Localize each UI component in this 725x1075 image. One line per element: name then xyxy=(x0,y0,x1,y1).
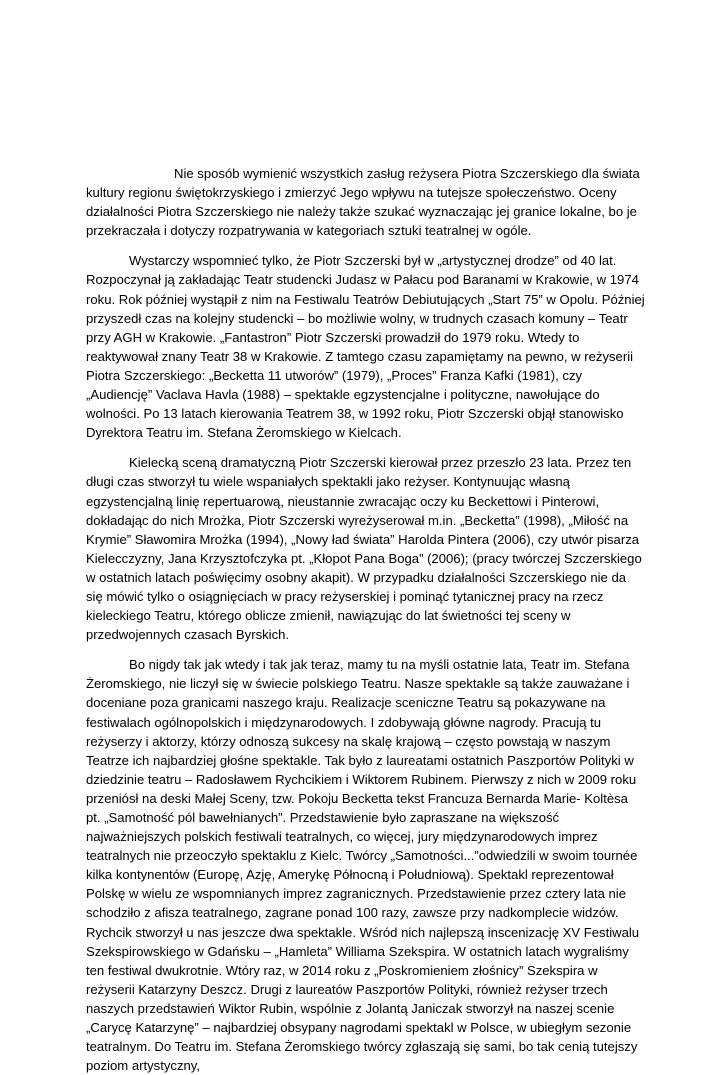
paragraph-1: Nie sposób wymienić wszystkich zasług reżysera Piotra Szczerskiego dla świata kultury regionu świętokrzyskiego i zmierzyć Jego wpływu na tutejsze społeczeństwo. Oceny działalności Piotra Szczerskiego nie należy także szukać wyznaczając jej granice lokalne, bo je przekraczała i dotyczy rozpatrywania w kategoriach sztuki teatralnej w ogóle. xyxy=(86,166,640,239)
document-body xyxy=(86,164,646,1075)
paragraph-spacer xyxy=(86,240,646,251)
paragraph-spacer xyxy=(86,644,646,655)
paragraph-2: Wystarczy wspomnieć tylko, że Piotr Szczerski był w „artystycznej drodze” od 40 lat. Rozpoczynał ją zakładając Teatr studencki Judasz w Pałacu pod Baranami w Krakowie, w 1974 roku. Rok później wystąpił z nim na Festiwalu Teatrów Debiutujących „Start 75” w Opolu. Później przyszedł czas na kolejny studencki – bo możliwie wolny, w trudnych czasach komuny – Teatr przy AGH w Krakowie. „Fantastron” Piotr Szczerski prowadził do 1979 roku. Wtedy to reaktywował znany Teatr 38 w Krakowie. Z tamtego czasu zapamiętamy na pewno, w reżyserii Piotra Szczerskiego: „Becketta 11 utworów” (1979), „Proces” Franza Kafki (1981), czy „Audiencję” Vaclava Havla (1988) – spektakle egzystencjalne i polityczne, nawołujące do wolności. Po 13 latach kierowania Teatrem 38, w 1992 roku, Piotr Szczerski objął stanowisko Dyrektora Teatru im. Stefana Żeromskiego w Kielcach. xyxy=(86,253,645,441)
paragraph-3: Kielecką sceną dramatyczną Piotr Szczerski kierował przez przeszło 23 lata. Przez ten długi czas stworzył tu wiele wspaniałych spektakli jako reżyser. Kontynuując własną egzystencjalną linię repertuarową, nieustannie zwracając oczy ku Beckettowi i Pinterowi, dokładając do nich Mrożka, Piotr Szczerski wyreżyserował m.in. „Becketta” (1998), „Miłość na Krymie” Sławomira Mrożka (1994), „Nowy ład świata” Harolda Pintera (2006), czy utwór pisarza Kielecczyzny, Jana Krzysztofczyka pt. „Kłopot Pana Boga” (2006); (pracy twórczej Szczerskiego w ostatnich latach poświęcimy osobny akapit). W przypadku działalności Szczerskiego nie da się mówić tylko o osiągnięciach w pracy reżyserskiej i pominąć tytanicznej pracy na rzecz kieleckiego Teatru, którego oblicze zmienił, nawiązując do lat świetności tej sceny w przedwojennych czasach Byrskich. xyxy=(86,455,642,643)
paragraph-4: Bo nigdy tak jak wtedy i tak jak teraz, mamy tu na myśli ostatnie lata, Teatr im. Stefana Żeromskiego, nie liczył się w świecie polskiego Teatru. Nasze spektakle są także zauważane i doceniane poza granicami naszego kraju. Realizacje sceniczne Teatru są pokazywane na festiwalach ogólnopolskich i międzynarodowych. I zdobywają główne nagrody. Pracują tu reżyserzy i aktorzy, którzy odnoszą sukcesy na skalę krajową – często powstają w naszym Teatrze ich najbardziej głośne spektakle. Tak było z laureatami ostatnich Paszportów Polityki w dziedzinie teatru – Radosławem Rychcikiem i Wiktorem Rubinem. Pierwszy z nich w 2009 roku przeniósł na deski Małej Sceny, tzw. Pokoju Becketta tekst Francuza Bernarda Marie- Koltèsa pt. „Samotność pól bawełnianych”. Przedstawienie było zapraszane na większość najważniejszych polskich festiwali teatralnych, co więcej, jury międzynarodowych imprez teatralnych nie przeoczyło spektaklu z Kielc. Twórcy „Samotności...”odwiedzili w swoim tournée kilka kontynentów (Europę, Azję, Amerykę Północną i Południową). Spektakl reprezentował Polskę w wielu ze wspomnianych imprez zagranicznych. Przedstawienie przez cztery lata nie schodziło z afisza teatralnego, zagrane ponad 100 razy, zawsze przy nadkomplecie widzów. Rychcik stworzył u nas jeszcze dwa spektakle. Wśród nich najlepszą inscenizację XV Festiwalu Szekspirowskiego w Gdańsku – „Hamleta” Williama Szekspira. W ostatnich latach wygraliśmy ten festiwal dwukrotnie. Wtóry raz, w 2014 roku z „Poskromieniem złośnicy” Szekspira w reżyserii Katarzyny Deszcz. Drugi z laureatów Paszportów Polityki, również reżyser trzech naszych przedstawień Wiktor Rubin, wspólnie z Jolantą Janiczak stworzył na naszej scenie „Carycę Katarzynę” – najbardziej obsypany nagrodami spektakl w Polsce, w ubiegłym sezonie teatralnym. Do Teatru im. Stefana Żeromskiego twórcy zgłaszają się sami, bo tak cenią tutejszy poziom artystyczny, xyxy=(86,657,640,1074)
paragraph-spacer xyxy=(86,442,646,453)
